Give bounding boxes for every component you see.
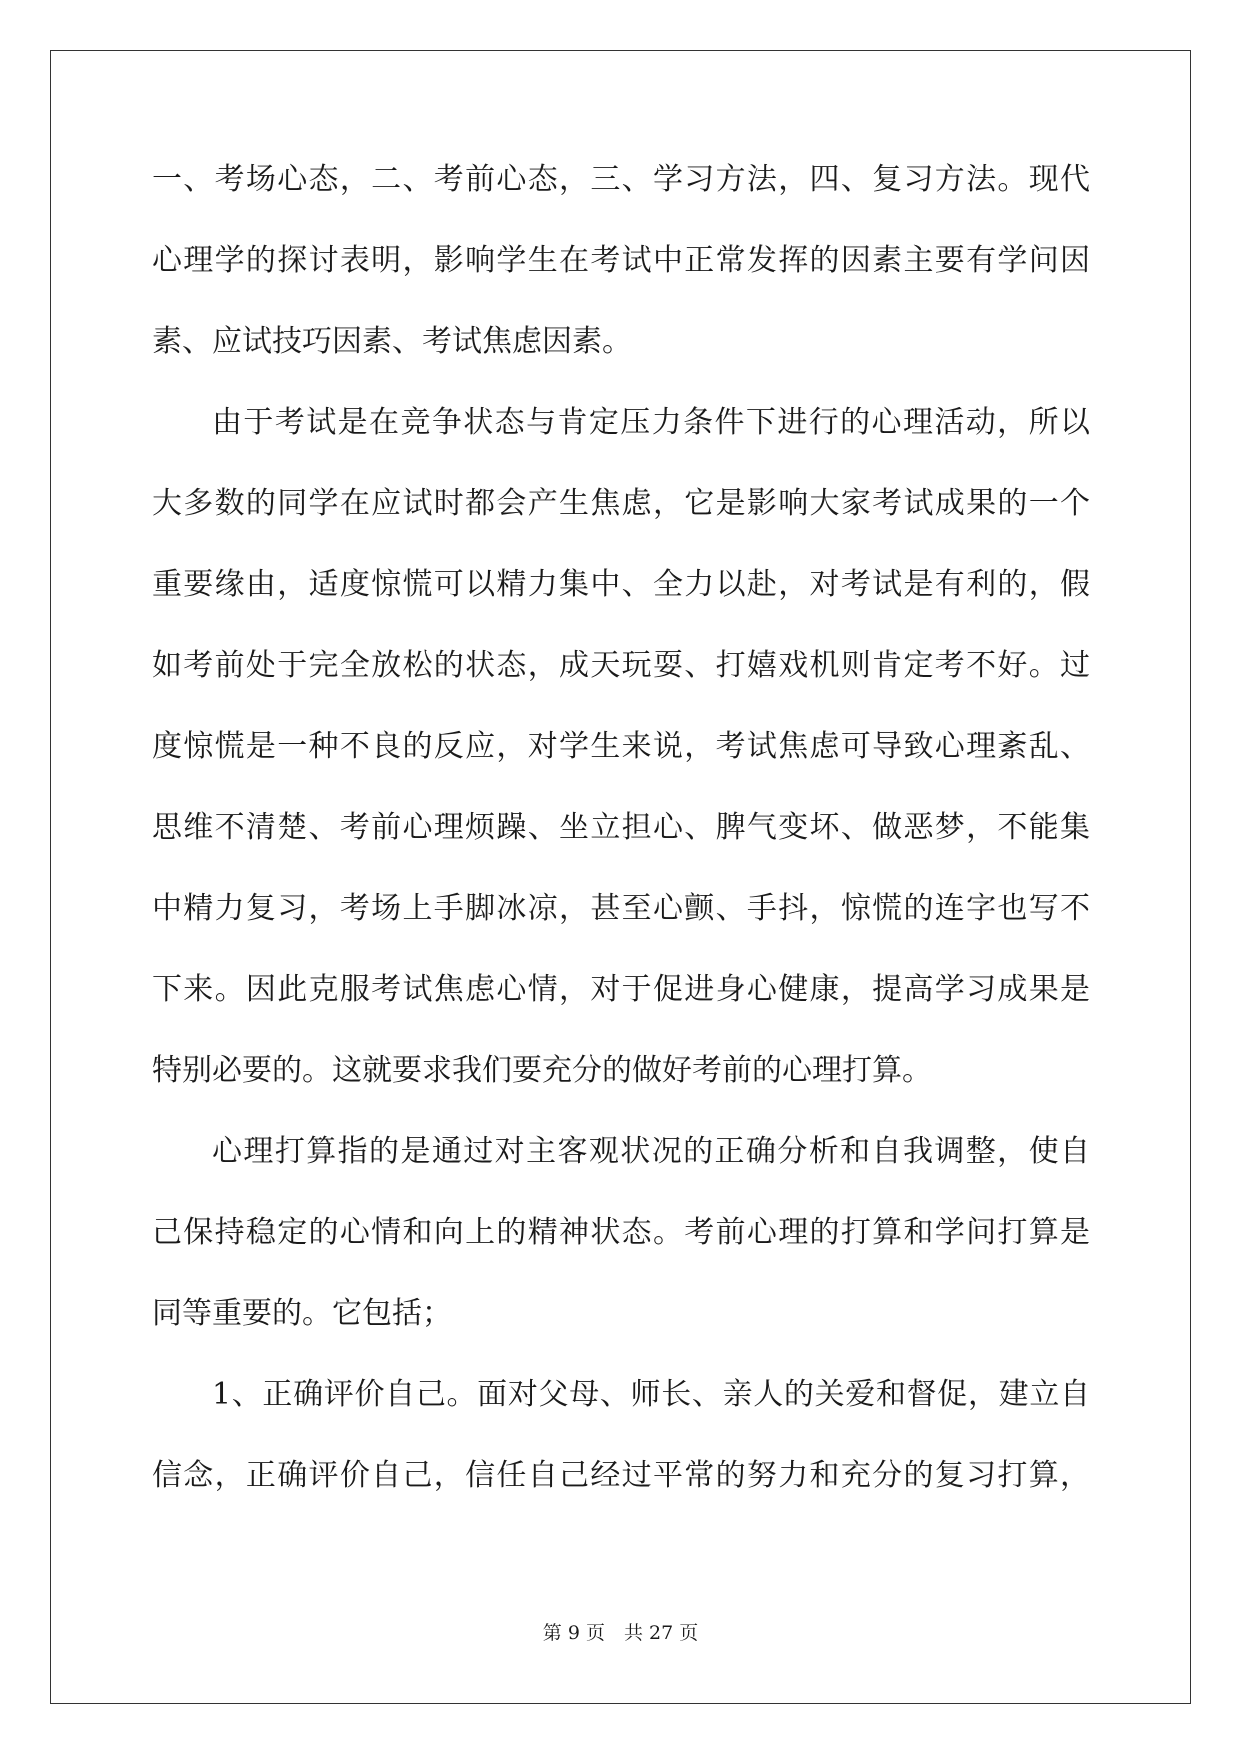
document-body: [152, 160, 1090, 1537]
text-line: 1、正确评价自己。面对父母、师长、亲人的关爱和督促，建立自: [212, 1377, 1090, 1412]
text-line: 由于考试是在竞争状态与肯定压力条件下进行的心理活动，所以: [212, 405, 1090, 440]
text-line: 度惊慌是一种不良的反应，对学生来说，考试焦虑可导致心理紊乱、: [152, 729, 1090, 764]
text-line: 如考前处于完全放松的状态，成天玩耍、打嬉戏机则肯定考不好。过: [152, 648, 1090, 683]
text-line: 己保持稳定的心情和向上的精神状态。考前心理的打算和学问打算是: [152, 1215, 1090, 1250]
text-line: 一、考场心态，二、考前心态，三、学习方法，四、复习方法。现代: [152, 162, 1090, 197]
page-number-footer: 第 9 页 共 27 页: [542, 1622, 699, 1644]
text-line: 特别必要的。这就要求我们要充分的做好考前的心理打算。: [152, 1053, 932, 1088]
text-line: 心理打算指的是通过对主客观状况的正确分析和自我调整，使自: [212, 1134, 1090, 1169]
text-line: 心理学的探讨表明，影响学生在考试中正常发挥的因素主要有学问因: [152, 243, 1090, 278]
text-line: 大多数的同学在应试时都会产生焦虑，它是影响大家考试成果的一个: [152, 486, 1090, 521]
text-line: 思维不清楚、考前心理烦躁、坐立担心、脾气变坏、做恶梦，不能集: [152, 810, 1090, 845]
text-line: 下来。因此克服考试焦虑心情，对于促进身心健康，提高学习成果是: [152, 972, 1090, 1007]
text-line: 同等重要的。它包括；: [152, 1296, 452, 1331]
text-line: 重要缘由，适度惊慌可以精力集中、全力以赴，对考试是有利的，假: [152, 567, 1090, 602]
text-line: 素、应试技巧因素、考试焦虑因素。: [152, 324, 632, 359]
text-line: 中精力复习，考场上手脚冰凉，甚至心颤、手抖，惊慌的连字也写不: [152, 891, 1090, 926]
text-line: 信念，正确评价自己，信任自己经过平常的努力和充分的复习打算，: [152, 1458, 1090, 1493]
